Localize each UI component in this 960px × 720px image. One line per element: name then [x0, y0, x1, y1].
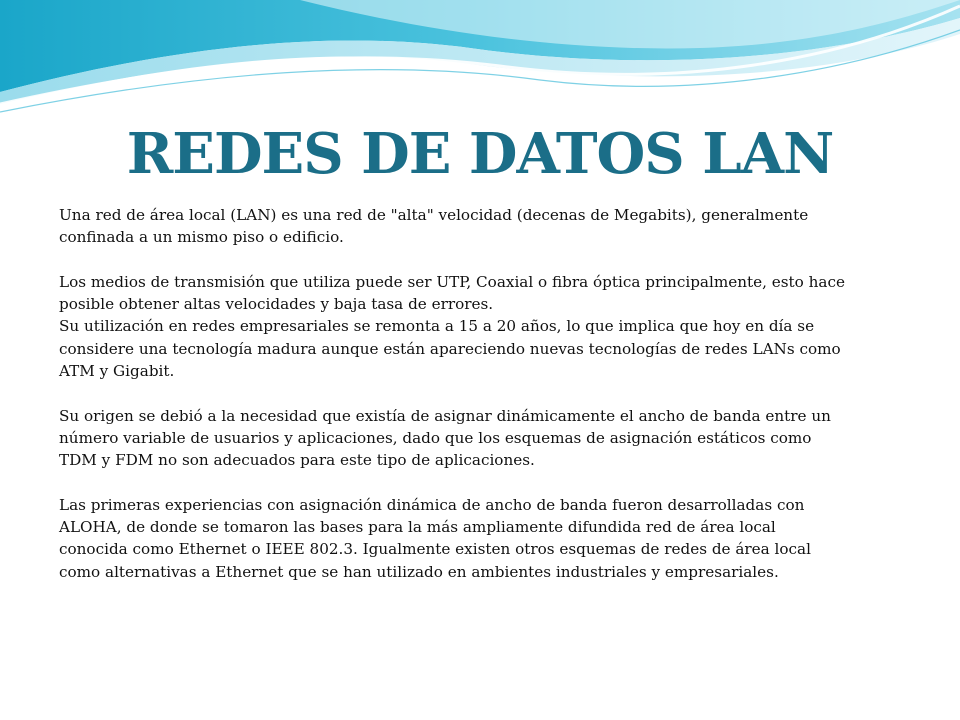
decorative-wave-header	[0, 0, 960, 130]
paragraph-enterprise-use: Su utilización en redes empresariales se remonta a 15 a 20 años, lo que implica que hoy en día se considere una tecnología madura aunque están apareciendo nuevas tecnologías de redes LANs como ATM y Gigabit.	[59, 317, 841, 381]
paragraph-gap	[59, 249, 849, 271]
paragraph-lan-definition: Una red de área local (LAN) es una red de "alta" velocidad (decenas de Megabits), generalmente confinada a un mismo piso o edificio.	[59, 206, 809, 247]
paragraph-transmission-media: Los medios de transmisión que utiliza puede ser UTP, Coaxial o fibra óptica principalmente, esto hace posible obtener altas velocidades y baja tasa de errores.	[59, 272, 845, 314]
paragraph-gap	[59, 382, 849, 404]
paragraph-gap	[59, 472, 849, 494]
paragraph-dynamic-allocation: Las primeras experiencias con asignación dinámica de ancho de banda fueron desarrolladas con ALOHA, de donde se tomaron las bases para la más ampliamente difundida red de área local conocida como Ethernet o IEEE 802.3. Igualmente existen otros esquemas de redes de área local como alternativas a Ethernet que se han utilizado en ambientes industriales y empresariales.	[59, 495, 811, 581]
paragraph-origin: Su origen se debió a la necesidad que existía de asignar dinámicamente el ancho de banda entre un número variable de usuarios y aplicaciones, dado que los esquemas de asignación estáticos como TDM y FDM no son adecuados para este tipo de aplicaciones.	[59, 406, 831, 470]
slide-body	[59, 204, 849, 583]
slide-title: REDES DE DATOS LAN	[126, 121, 834, 187]
